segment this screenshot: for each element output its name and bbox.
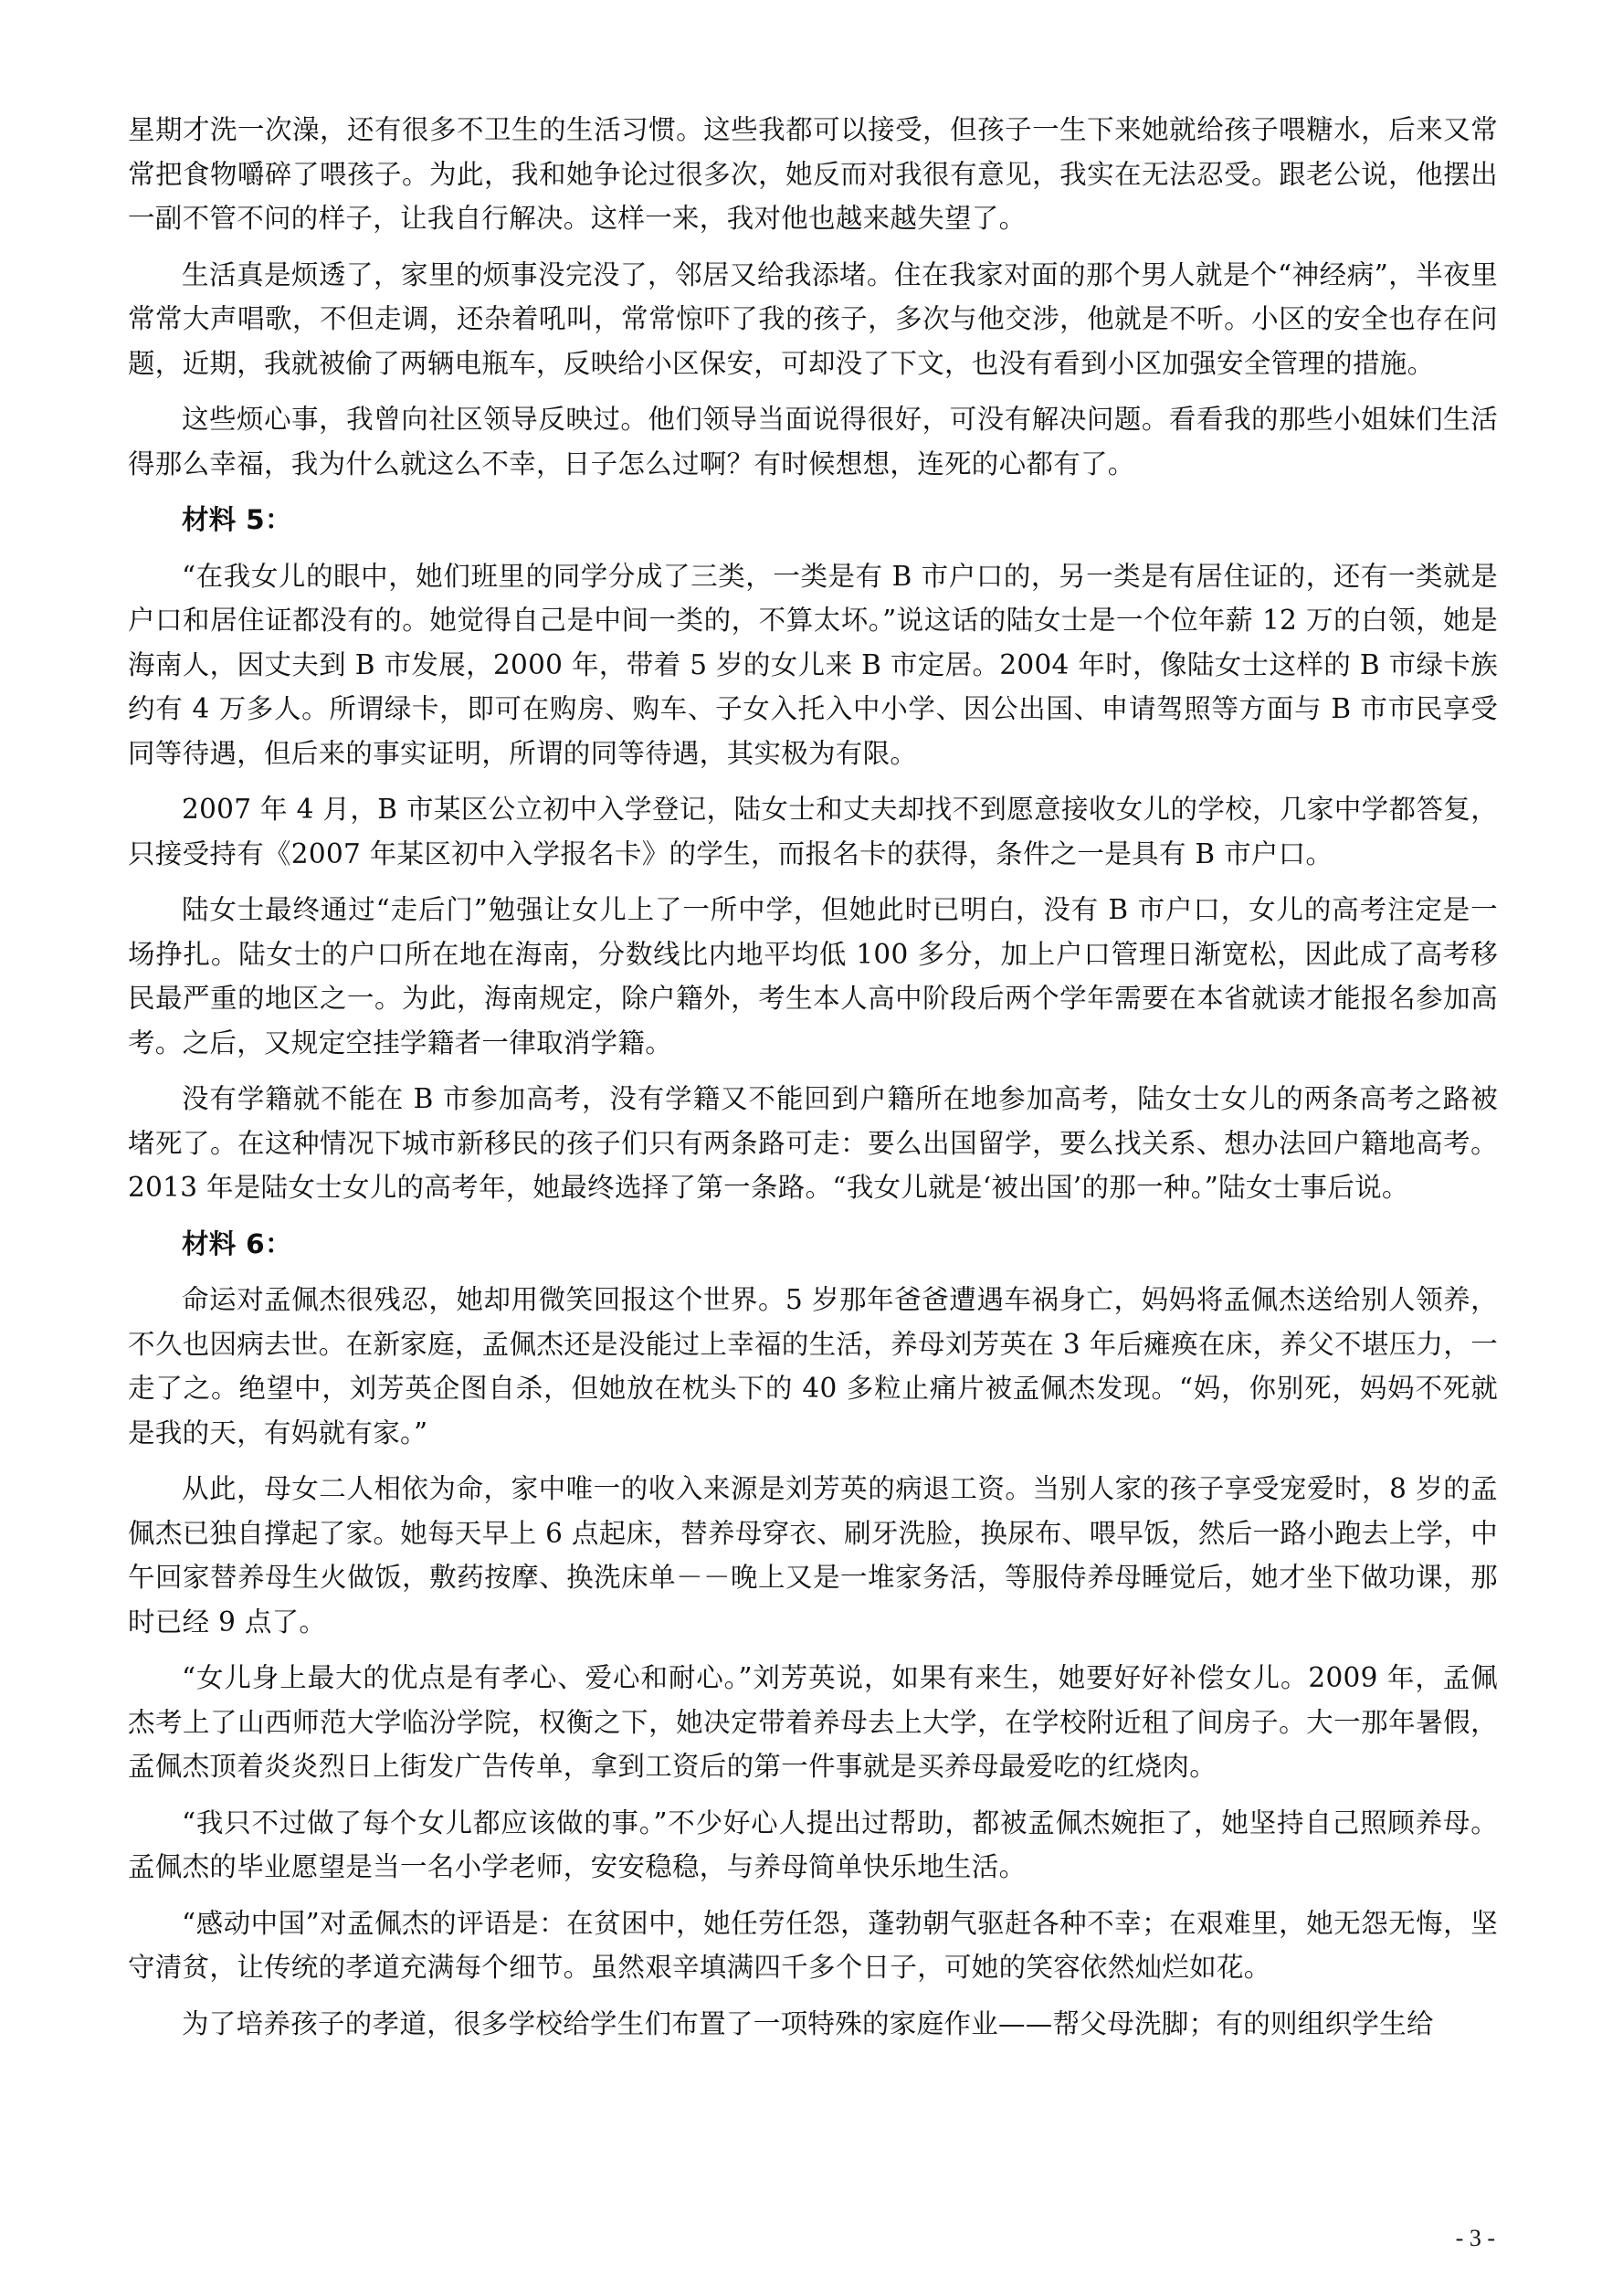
paragraph: “在我女儿的眼中，她们班里的同学分成了三类，一类是有 B 市户口的，另一类是有居住证的，还有一类就是户口和居住证都没有的。她觉得自己是中间一类的，不算太坏。”说这话的陆女士是一个位年薪 12 万的白领，她是海南人，因丈夫到 B 市发展，2000 年，带着 5 岁的女儿来 B 市定居。2004 年时，像陆女士这样的 B 市绿卡族约有 4 万多人。所谓绿卡，即可在购房、购车、子女入托入中小学、因公出国、申请驾照等方面与 B 市市民享受同等待遇，但后来的事实证明，所谓的同等待遇，其实极为有限。 — [128, 560, 1498, 769]
paragraph: 命运对孟佩杰很残忍，她却用微笑回报这个世界。5 岁那年爸爸遭遇车祸身亡，妈妈将孟佩杰送给别人领养，不久也因病去世。在新家庭，孟佩杰还是没能过上幸福的生活，养母刘芳英在 3 年后瘫痪在床，养父不堪压力，一走了之。绝望中，刘芳英企图自杀，但她放在枕头下的 40 多粒止痛片被孟佩杰发现。“妈，你别死，妈妈不死就是我的天，有妈就有家。” — [128, 1284, 1498, 1448]
section-heading-material-5: 材料 5： — [182, 504, 292, 535]
section-heading-material-6: 材料 6： — [182, 1227, 292, 1259]
paragraph: 2007 年 4 月，B 市某区公立初中入学登记，陆女士和丈夫却找不到愿意接收女儿的学校，几家中学都答复，只接受持有《2007 年某区初中入学报名卡》的学生，而报名卡的获得，条件之一是具有 B 市户口。 — [128, 794, 1498, 869]
paragraph: “感动中国”对孟佩杰的评语是：在贫困中，她任劳任怨，蓬勃朝气驱赶各种不幸；在艰难里，她无怨无悔，坚守清贫，让传统的孝道充满每个细节。虽然艰辛填满四千多个日子，可她的笑容依然灿烂如花。 — [128, 1907, 1498, 1983]
paragraph: 为了培养孩子的孝道，很多学校给学生们布置了一项特殊的家庭作业——帮父母洗脚；有的则组织学生给 — [182, 2007, 1434, 2039]
paragraph: 生活真是烦透了，家里的烦事没完没了，邻居又给我添堵。住在我家对面的那个男人就是个“神经病”，半夜里常常大声唱歌，不但走调，还杂着吼叫，常常惊吓了我的孩子，多次与他交涉，他就是不听。小区的安全也存在问题，近期，我就被偷了两辆电瓶车，反映给小区保安，可却没了下文，也没有看到小区加强安全管理的措施。 — [128, 258, 1498, 379]
paragraph: 陆女士最终通过“走后门”勉强让女儿上了一所中学，但她此时已明白，没有 B 市户口，女儿的高考注定是一场挣扎。陆女士的户口所在地在海南，分数线比内地平均低 100 多分，加上户口管理日渐宽松，因此成了高考移民最严重的地区之一。为此，海南规定，除户籍外，考生本人高中阶段后两个学年需要在本省就读才能报名参加高考。之后，又规定空挂学籍者一律取消学籍。 — [128, 894, 1498, 1058]
paragraph: 没有学籍就不能在 B 市参加高考，没有学籍又不能回到户籍所在地参加高考，陆女士女儿的两条高考之路被堵死了。在这种情况下城市新移民的孩子们只有两条路可走：要么出国留学，要么找关系、想办法回户籍地高考。2013 年是陆女士女儿的高考年，她最终选择了第一条路。“我女儿就是‘被出国’的那一种。”陆女士事后说。 — [128, 1083, 1498, 1203]
paragraph: “女儿身上最大的优点是有孝心、爱心和耐心。”刘芳英说，如果有来生，她要好好补偿女儿。2009 年，孟佩杰考上了山西师范大学临汾学院，权衡之下，她决定带着养母去上大学，在学校附近租了间房子。大一那年暑假，孟佩杰顶着炎炎烈日上街发广告传单，拿到工资后的第一件事就是买养母最爱吃的红烧肉。 — [128, 1662, 1498, 1782]
paragraph: 星期才洗一次澡，还有很多不卫生的生活习惯。这些我都可以接受，但孩子一生下来她就给孩子喂糖水，后来又常常把食物嚼碎了喂孩子。为此，我和她争论过很多次，她反而对我很有意见，我实在无法忍受。跟老公说，他摆出一副不管不问的样子，让我自行解决。这样一来，我对他也越来越失望了。 — [128, 114, 1498, 234]
paragraph: 从此，母女二人相依为命，家中唯一的收入来源是刘芳英的病退工资。当别人家的孩子享受宠爱时，8 岁的孟佩杰已独自撑起了家。她每天早上 6 点起床，替养母穿衣、刷牙洗脸，换尿布、喂早饭，然后一路小跑去上学，中午回家替养母生火做饭，敷药按摩、换洗床单－－晚上又是一堆家务活，等服侍养母睡觉后，她才坐下做功课，那时已经 9 点了。 — [128, 1473, 1498, 1638]
paragraph: 这些烦心事，我曾向社区领导反映过。他们领导当面说得很好，可没有解决问题。看看我的那些小姐妹们生活得那么幸福，我为什么就这么不幸，日子怎么过啊？有时候想想，连死的心都有了。 — [128, 404, 1498, 479]
page-number: - 3 - — [1455, 2225, 1495, 2251]
paragraph: “我只不过做了每个女儿都应该做的事。”不少好心人提出过帮助，都被孟佩杰婉拒了，她坚持自己照顾养母。孟佩杰的毕业愿望是当一名小学老师，安安稳稳，与养母简单快乐地生活。 — [128, 1806, 1498, 1882]
document-body — [128, 108, 1498, 2058]
